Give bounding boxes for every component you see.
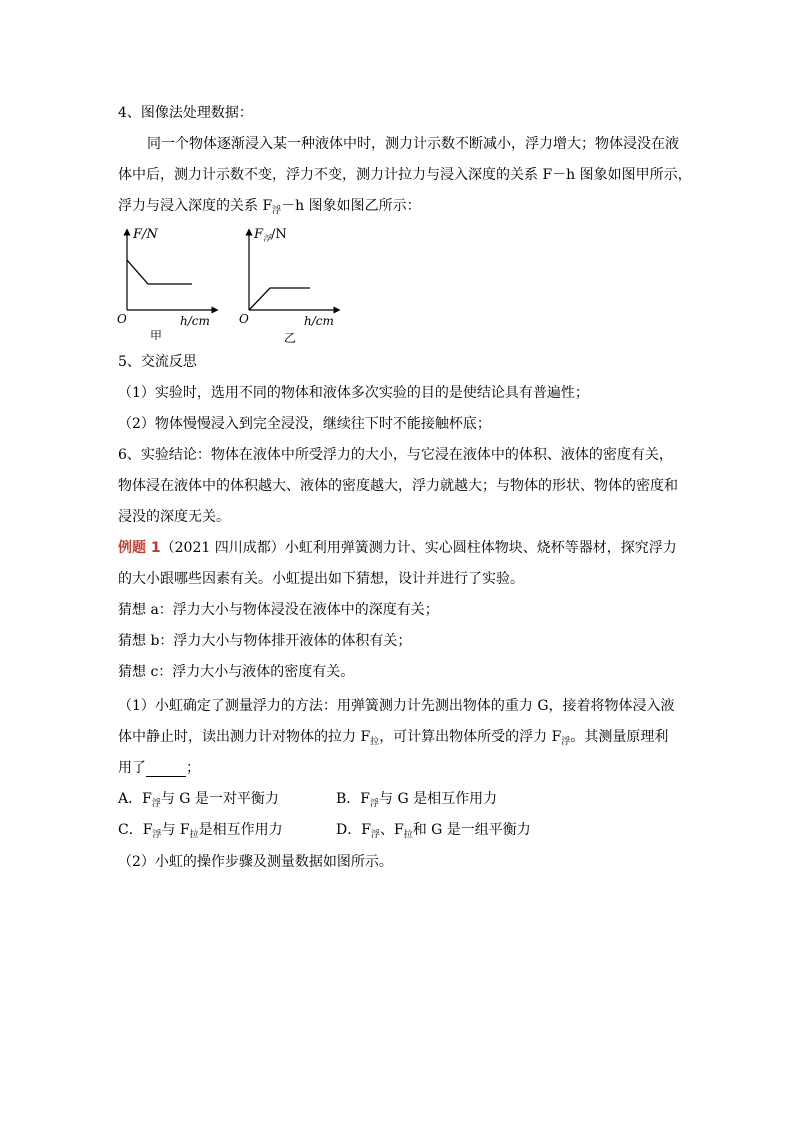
example-line2: 的大小跟哪些因素有关。小虹提出如下猜想，设计并进行了实验。 <box>118 571 524 587</box>
graph-line <box>127 260 192 284</box>
section-5-item2: （2）物体慢慢浸入到完全浸没，继续往下时不能接触杯底； <box>118 416 491 432</box>
section-4-para-line3: 浮力与浸入深度的关系 $F_浮-h$ 图象如图乙所示： <box>118 198 421 216</box>
y-axis-label: F/N <box>133 227 158 242</box>
graph-caption: 甲 <box>150 329 163 340</box>
origin-label: O <box>239 312 249 326</box>
graph-line <box>249 288 310 310</box>
option-b[interactable]: B．$F_浮$与 G 是相互作用力 <box>336 791 498 809</box>
example-line1: 例题 1（2021 四川成都）小虹利用弹簧测力计、实心圆柱体物块、烧杯等器材，探究浮力 <box>118 540 677 556</box>
section-4-para-line2: 体中后，测力计示数不变，浮力不变，测力计拉力与浸入深度的关系 F－h 图象如图甲所示， <box>118 167 692 183</box>
x-axis-label: h/cm <box>304 314 334 328</box>
origin-label: O <box>117 312 127 326</box>
option-c[interactable]: C．$F_浮$与 $F_拉$是相互作用力 <box>118 822 283 840</box>
section-4-para-line1: 同一个物体逐渐浸入某一种液体中时，测力计示数不断减小，浮力增大；物体浸没在液 <box>147 136 679 152</box>
section-6-line3: 浸没的深度无关。 <box>118 509 230 525</box>
graph-jia <box>110 222 230 340</box>
section-4-title: 4、图像法处理数据： <box>118 105 253 121</box>
guess-c: 猜想 c：浮力大小与液体的密度有关。 <box>118 664 355 680</box>
section-6-line1: 6、实验结论：物体在液体中所受浮力的大小，与它浸在液体中的体积、液体的密度有关， <box>118 447 673 463</box>
example-label: 例题 1 <box>118 540 161 556</box>
y-axis-label: $F_浮/N$ <box>254 227 287 243</box>
guess-b: 猜想 b：浮力大小与物体排开液体的体积有关； <box>118 633 412 649</box>
section-5-item1: （1）实验时，选用不同的物体和液体多次实验的目的是使结论具有普遍性； <box>118 385 589 401</box>
graph-caption: 乙 <box>284 331 297 344</box>
x-axis-label: h/cm <box>180 314 210 328</box>
guess-a: 猜想 a：浮力大小与物体浸没在液体中的深度有关； <box>118 602 439 618</box>
question1-line1: （1）小虹确定了测量浮力的方法：用弹簧测力计先测出物体的重力 G，接着将物体浸入液 <box>118 698 675 714</box>
question1-line2: 体中静止时，读出测力计对物体的拉力 $F_拉$，可计算出物体所受的浮力 $F_浮$。其测量原理利 <box>118 729 669 747</box>
question2-line: （2）小虹的操作步骤及测量数据如图所示。 <box>118 854 393 870</box>
graph-yi <box>232 222 352 344</box>
answer-blank[interactable] <box>146 762 186 777</box>
question1-line3: 用了 ； <box>118 760 200 776</box>
option-d[interactable]: D．$F_浮$、$F_拉$和 G 是一组平衡力 <box>336 822 531 840</box>
option-a[interactable]: A．$F_浮$与 G 是一对平衡力 <box>118 791 279 809</box>
section-5-title: 5、交流反思 <box>118 354 197 370</box>
section-6-line2: 物体浸在液体中的体积越大、液体的密度越大，浮力就越大；与物体的形状、物体的密度和 <box>118 478 678 494</box>
